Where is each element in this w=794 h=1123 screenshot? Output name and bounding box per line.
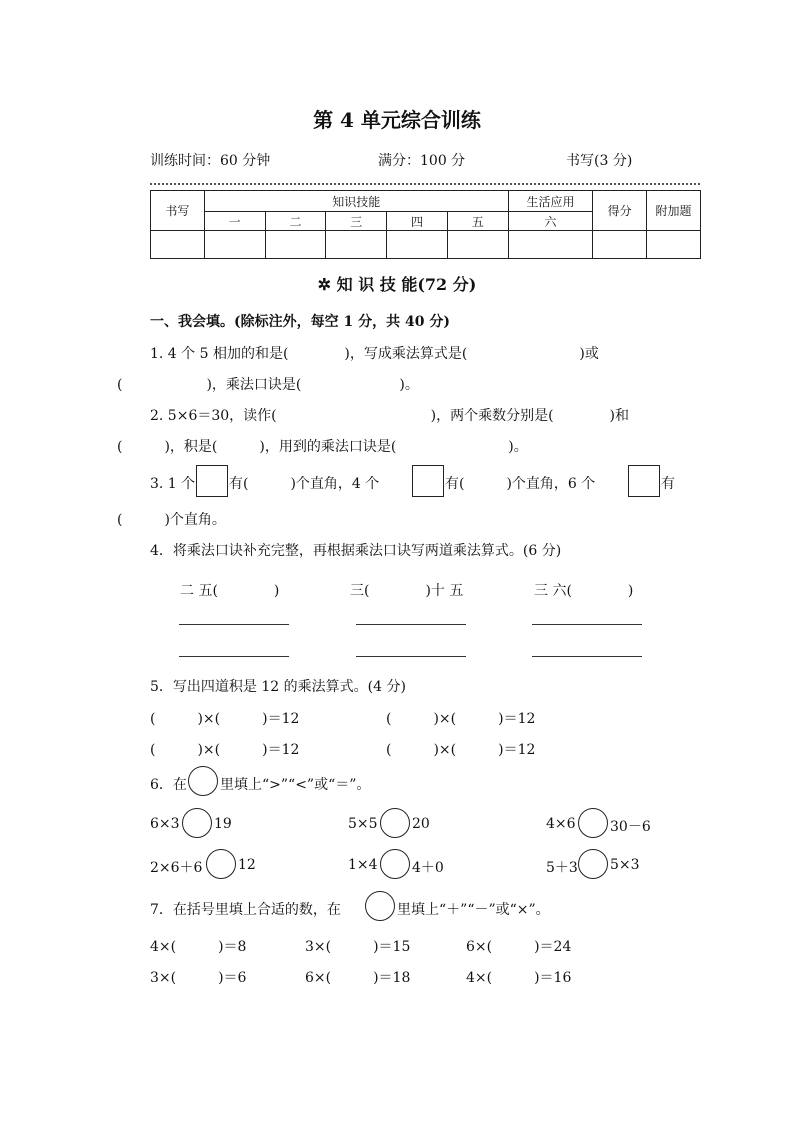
multiplication-rhyme-blank: 三 六( ) [534, 583, 634, 599]
time-limit: 训练时间：60 分钟 [150, 153, 271, 169]
product-expression: ( )×( )＝12 [386, 711, 536, 727]
score-cell[interactable] [593, 231, 647, 259]
product-expression: ( )×( )＝12 [150, 742, 300, 758]
score-cell[interactable] [151, 231, 205, 259]
header-life: 生活应用 [508, 191, 593, 212]
score-cell[interactable] [387, 231, 448, 259]
question-2-line-2: ( )，积是( )，用到的乘法口诀是( )。 [117, 439, 528, 455]
question-3-text: 有( )个直角，6 个 [445, 476, 596, 492]
sub-header: 四 [387, 212, 448, 231]
question-1-line-2: ( )，乘法口诀是( )。 [117, 377, 419, 393]
score-cell[interactable] [447, 231, 508, 259]
score-cell[interactable] [508, 231, 593, 259]
fill-expression: 4×( )＝8 [150, 939, 247, 955]
sub-header: 二 [265, 212, 326, 231]
dotted-divider [150, 183, 700, 185]
question-6-heading: 6．在 [150, 777, 187, 793]
page-title: 第 4 单元综合训练 [313, 108, 481, 132]
sub-header: 三 [326, 212, 387, 231]
question-6-heading: 里填上“>”“<”或“＝”。 [220, 777, 371, 793]
question-7-heading: 7．在括号里填上合适的数，在 [150, 902, 341, 918]
header-knowledge: 知识技能 [204, 191, 508, 212]
circle-icon [188, 766, 218, 796]
section-heading: ✲ 知 识 技 能(72 分) [317, 275, 477, 294]
compare-right: 20 [412, 816, 430, 832]
square-icon [196, 465, 228, 497]
compare-right: 5×3 [610, 857, 640, 873]
score-cell[interactable] [204, 231, 265, 259]
compare-right: 4＋0 [412, 860, 444, 876]
question-2-line-1: 2. 5×6＝30，读作( )，两个乘数分别是( )和 [150, 408, 630, 424]
compare-left: 2×6＋6 [150, 860, 203, 876]
product-expression: ( )×( )＝12 [386, 742, 536, 758]
fill-expression: 3×( )＝15 [305, 939, 411, 955]
question-5-heading: 5．写出四道积是 12 的乘法算式。(4 分) [150, 679, 406, 695]
fill-expression: 6×( )＝24 [466, 939, 572, 955]
compare-circle[interactable] [578, 849, 608, 879]
score-cell[interactable] [326, 231, 387, 259]
square-icon [628, 465, 660, 497]
compare-circle[interactable] [380, 808, 410, 838]
score-cell[interactable] [647, 231, 701, 259]
header-extra: 附加题 [647, 191, 701, 231]
compare-circle[interactable] [206, 849, 236, 879]
header-writing: 书写 [151, 191, 205, 231]
question-3-text: 有( )个直角，4 个 [229, 476, 380, 492]
answer-line[interactable] [179, 656, 289, 657]
writing-score: 书写(3 分) [566, 153, 633, 169]
score-cell[interactable] [265, 231, 326, 259]
score-table [150, 190, 701, 259]
compare-left: 5×5 [348, 816, 378, 832]
compare-left: 4×6 [546, 816, 576, 832]
fill-expression: 4×( )＝16 [466, 970, 572, 986]
question-1-line-1: 1. 4 个 5 相加的和是( )，写成乘法算式是( )或 [150, 346, 599, 362]
answer-line[interactable] [356, 656, 466, 657]
compare-right: 19 [214, 816, 232, 832]
compare-circle[interactable] [578, 808, 608, 838]
product-expression: ( )×( )＝12 [150, 711, 300, 727]
compare-right: 12 [238, 857, 256, 873]
part-one-heading: 一、我会填。(除标注外，每空 1 分，共 40 分) [150, 314, 450, 330]
compare-right: 30－6 [610, 819, 651, 835]
sub-header: 一 [204, 212, 265, 231]
compare-circle[interactable] [182, 808, 212, 838]
fill-expression: 6×( )＝18 [305, 970, 411, 986]
answer-line[interactable] [532, 624, 642, 625]
fill-expression: 3×( )＝6 [150, 970, 247, 986]
multiplication-rhyme-blank: 二 五( ) [180, 583, 280, 599]
question-3-line-2: ( )个直角。 [117, 512, 226, 528]
question-3-text: 有 [661, 476, 675, 492]
compare-circle[interactable] [380, 849, 410, 879]
question-7-heading: 里填上“＋”“－”或“×”。 [397, 902, 550, 918]
answer-line[interactable] [179, 624, 289, 625]
answer-line[interactable] [356, 624, 466, 625]
multiplication-rhyme-blank: 三( )十 五 [350, 583, 464, 599]
circle-icon [365, 891, 395, 921]
header-score: 得分 [593, 191, 647, 231]
sub-header: 五 [447, 212, 508, 231]
sub-header: 六 [508, 212, 593, 231]
square-icon [412, 465, 444, 497]
compare-left: 5＋3 [546, 860, 578, 876]
question-3-text: 3. 1 个 [150, 476, 196, 492]
full-score: 满分：100 分 [378, 153, 466, 169]
compare-left: 6×3 [150, 816, 180, 832]
compare-left: 1×4 [348, 857, 378, 873]
question-4-heading: 4．将乘法口诀补充完整，再根据乘法口诀写两道乘法算式。(6 分) [150, 543, 562, 559]
answer-line[interactable] [532, 656, 642, 657]
